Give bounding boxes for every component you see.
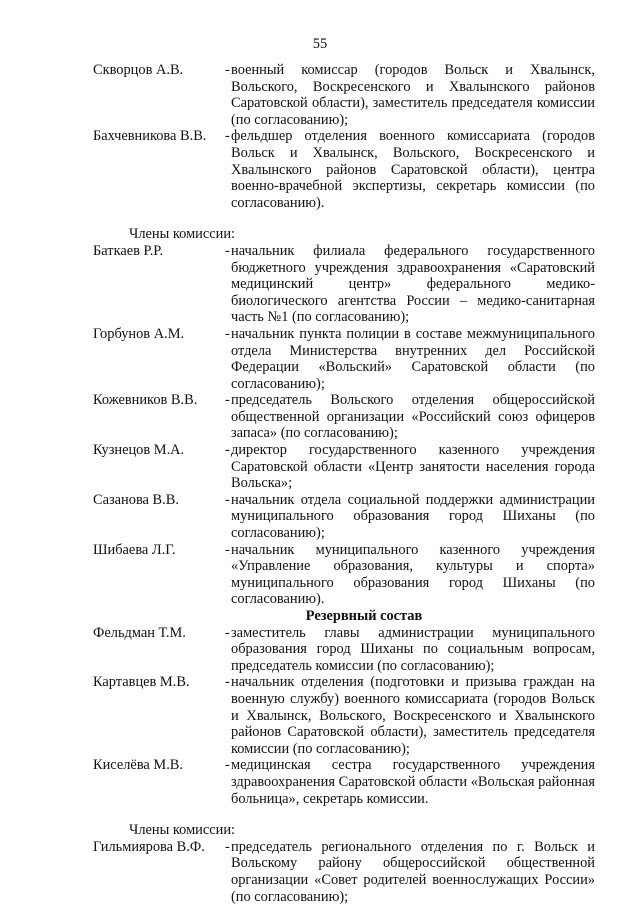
person-position: начальник отдела социальной поддержки администрации муниципального образования город Шиханы (по согласованию); xyxy=(231,491,595,542)
dash: - xyxy=(225,624,230,641)
list-item xyxy=(93,392,595,442)
dash: - xyxy=(225,491,230,508)
dash: - xyxy=(225,757,230,774)
list-item xyxy=(93,326,595,392)
list-item xyxy=(93,442,595,492)
person-name: Шибаева Л.Г. xyxy=(93,541,176,558)
list-item xyxy=(93,542,595,608)
person-name: Горбунов А.М. xyxy=(93,325,185,342)
section-label: Члены комиссии: xyxy=(129,226,236,243)
section-label: Члены комиссии: xyxy=(129,822,236,839)
dash: - xyxy=(225,128,230,145)
dash: - xyxy=(225,838,230,855)
list-item xyxy=(93,674,595,757)
person-name: Киселёва М.В. xyxy=(93,757,183,774)
dash: - xyxy=(225,325,230,342)
person-position: председатель Вольского отделения общероссийской общественной организации «Российский союз офицеров запаса» (по согласованию); xyxy=(231,392,595,442)
person-position: начальник пункта полиции в составе межмуниципального отдела Министерства внутренних дел Российской Федерации «Вольский» Саратовской области (по согласованию); xyxy=(231,325,595,392)
dash: - xyxy=(225,62,230,78)
person-position: начальник муниципального казенного учреждения «Управление образования, культуры и спорта» муниципального образования город Шиханы (по согласованию). xyxy=(231,541,595,608)
person-name: Сазанова В.В. xyxy=(93,491,179,508)
person-name: Кузнецов М.А. xyxy=(93,442,185,459)
person-name: Кожевников В.В. xyxy=(93,392,198,409)
person-name: Баткаев Р.Р. xyxy=(93,242,164,259)
person-position: директор государственного казенного учреждения Саратовской области «Центр занятости населения города Вольска»; xyxy=(231,442,595,492)
list-item xyxy=(93,757,595,807)
section-heading: Резервный состав xyxy=(305,608,423,624)
page-number: 55 xyxy=(312,36,328,52)
list-item xyxy=(93,625,595,675)
person-name: Картавцев М.В. xyxy=(93,674,190,691)
person-position: заместитель главы администрации муниципального образования город Шиханы по социальным вопросам, председатель комиссии (по согласованию); xyxy=(231,624,595,674)
dash: - xyxy=(225,674,230,691)
dash: - xyxy=(225,541,230,558)
person-position: военный комиссар (городов Вольск и Хвалынск, Вольского, Воскресенского и Хвалынского районов Саратовской области), заместитель председателя комиссии (по согласованию); xyxy=(231,62,595,128)
document-body xyxy=(93,62,595,905)
list-item xyxy=(93,839,595,905)
list-item xyxy=(93,62,595,128)
person-position: начальник филиала федерального государственного бюджетного учреждения здравоохранения «Саратовский медицинский центр» федерального медико-биологического агентства России – медико-санитарная часть №1 (по согласованию); xyxy=(231,242,595,326)
person-name: Скворцов А.В. xyxy=(93,62,184,78)
person-position: начальник отделения (подготовки и призыва граждан на военную службу) военного комиссариата (городов Вольск и Хвалынск, Вольского, Воскресенского и Хвалынского районов Саратовской области), заместитель председателя комиссии (по согласованию); xyxy=(231,674,595,757)
person-position: медицинская сестра государственного учреждения здравоохранения Саратовской области «Вольская районная больница», секретарь комиссии. xyxy=(231,757,595,807)
list-item xyxy=(93,243,595,326)
person-name: Гильмиярова В.Ф. xyxy=(93,838,205,855)
dash: - xyxy=(225,442,230,459)
list-item xyxy=(93,128,595,211)
person-position: фельдшер отделения военного комиссариата (городов Вольск и Хвалынск, Вольского, Воскресенского и Хвалынского районов Саратовской области), центра военно-врачебной экспертизы, секретарь комиссии (по согласованию). xyxy=(231,128,595,211)
person-name: Бахчевникова В.В. xyxy=(93,128,207,145)
person-position: председатель регионального отделения по г. Вольск и Вольскому району общероссийской общественной организации «Совет родителей военнослужащих России» (по согласованию); xyxy=(231,838,595,905)
dash: - xyxy=(225,392,230,409)
person-name: Фельдман Т.М. xyxy=(93,624,186,641)
list-item xyxy=(93,492,595,542)
dash: - xyxy=(225,242,230,259)
